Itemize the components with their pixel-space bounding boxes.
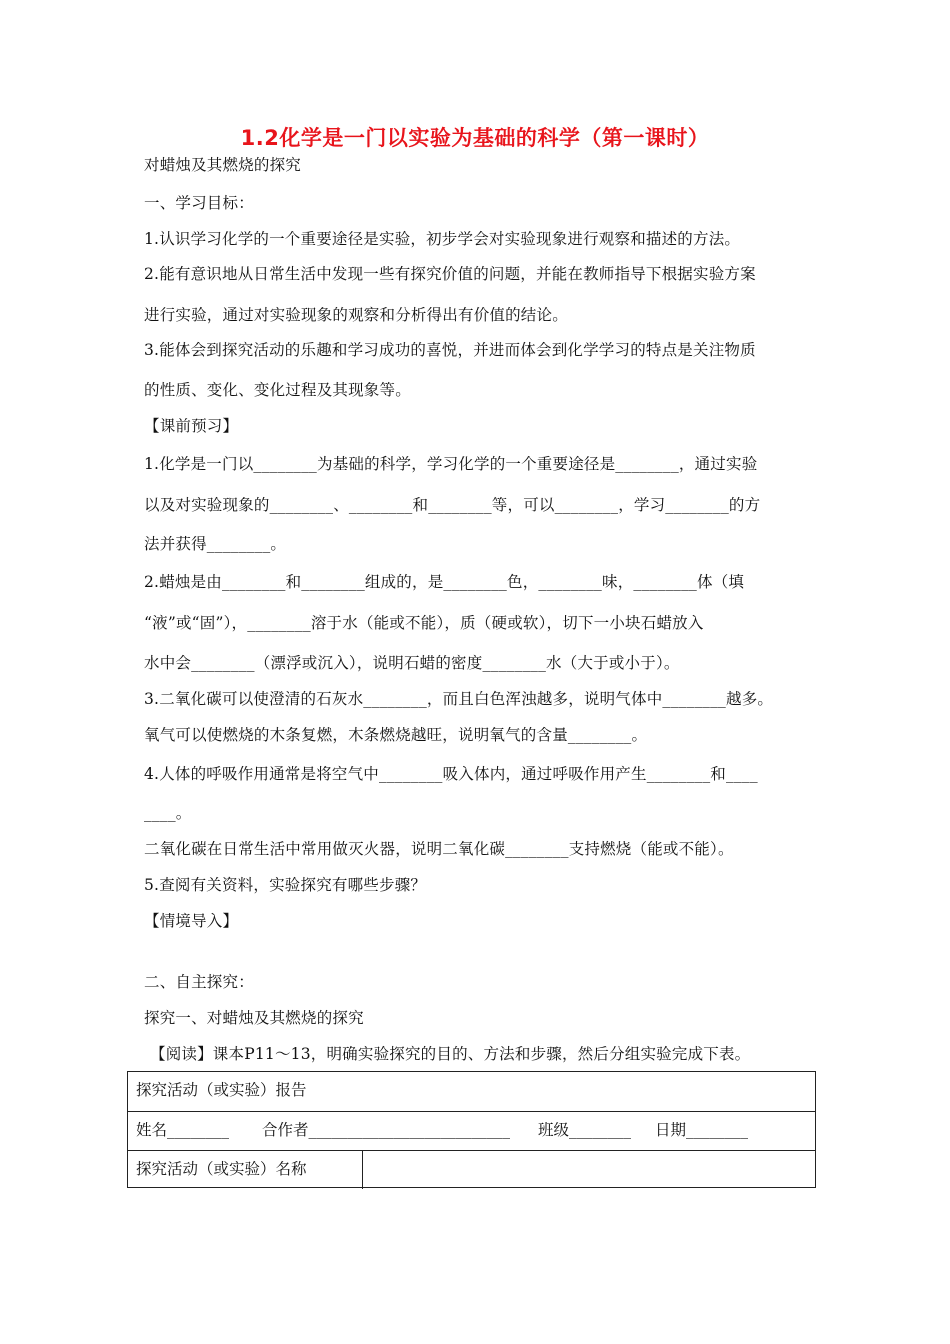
preview-line: 法并获得________。 bbox=[144, 535, 287, 553]
section1-heading: 一、学习目标： bbox=[144, 194, 254, 212]
subtitle: 对蜡烛及其燃烧的探究 bbox=[144, 156, 302, 174]
section2-heading: 二、自主探究： bbox=[144, 973, 254, 991]
date-field[interactable]: 日期________ bbox=[655, 1121, 749, 1139]
report-activity-row bbox=[128, 1151, 815, 1189]
preview-line: 2.蜡烛是由________和________组成的，是________色，________味，________体（填 bbox=[144, 573, 745, 591]
inquiry-title: 探究一、对蜡烛及其燃烧的探究 bbox=[144, 1009, 364, 1027]
class-field[interactable]: 班级________ bbox=[538, 1121, 632, 1139]
preview-line: 氧气可以使燃烧的木条复燃，木条燃烧越旺，说明氧气的含量________。 bbox=[144, 726, 648, 744]
preview-line: 水中会________（漂浮或沉入），说明石蜡的密度________水（大于或小于）。 bbox=[144, 654, 680, 672]
page-title: 1.2化学是一门以实验为基础的科学（第一课时） bbox=[240, 126, 710, 150]
report-table bbox=[127, 1071, 816, 1188]
preview-line: 3.二氧化碳可以使澄清的石灰水________，而且白色浑浊越多，说明气体中________越多。 bbox=[144, 690, 774, 708]
preview-line: ____。 bbox=[144, 804, 192, 822]
preview-line: 5.查阅有关资料，实验探究有哪些步骤？ bbox=[144, 876, 427, 894]
report-header: 探究活动（或实验）报告 bbox=[136, 1081, 307, 1099]
reading-instruction: 【阅读】课本P11～13，明确实验探究的目的、方法和步骤，然后分组实验完成下表。 bbox=[150, 1045, 751, 1063]
preview-heading: 【课前预习】 bbox=[144, 417, 239, 435]
column-divider bbox=[362, 1151, 363, 1189]
objective-2-line2: 进行实验，通过对实验现象的观察和分析得出有价值的结论。 bbox=[144, 306, 568, 324]
preview-line: “液”或“固”），________溶于水（能或不能），质（硬或软），切下一小块石蜡放入 bbox=[144, 614, 704, 632]
objective-3-line2: 的性质、变化、变化过程及其现象等。 bbox=[144, 381, 411, 399]
situation-heading: 【情境导入】 bbox=[144, 912, 239, 930]
report-info-row bbox=[128, 1112, 815, 1151]
objective-2-line1: 2.能有意识地从日常生活中发现一些有探究价值的问题，并能在教师指导下根据实验方案 bbox=[144, 265, 756, 283]
activity-name-label: 探究活动（或实验）名称 bbox=[136, 1160, 307, 1178]
preview-line: 4.人体的呼吸作用通常是将空气中________吸入体内，通过呼吸作用产生________和____ bbox=[144, 765, 758, 783]
report-header-row bbox=[128, 1072, 815, 1112]
partner-field[interactable]: 合作者__________________________ bbox=[262, 1121, 511, 1139]
objective-1: 1.认识学习化学的一个重要途径是实验，初步学会对实验现象进行观察和描述的方法。 bbox=[144, 230, 741, 248]
preview-line: 1.化学是一门以________为基础的科学，学习化学的一个重要途径是________，通过实验 bbox=[144, 455, 758, 473]
name-field[interactable]: 姓名________ bbox=[136, 1121, 230, 1139]
objective-3-line1: 3.能体会到探究活动的乐趣和学习成功的喜悦，并进而体会到化学学习的特点是关注物质 bbox=[144, 341, 756, 359]
preview-line: 二氧化碳在日常生活中常用做灭火器，说明二氧化碳________支持燃烧（能或不能）。 bbox=[144, 840, 734, 858]
preview-line: 以及对实验现象的________、________和________等，可以________，学习________的方 bbox=[144, 496, 761, 514]
